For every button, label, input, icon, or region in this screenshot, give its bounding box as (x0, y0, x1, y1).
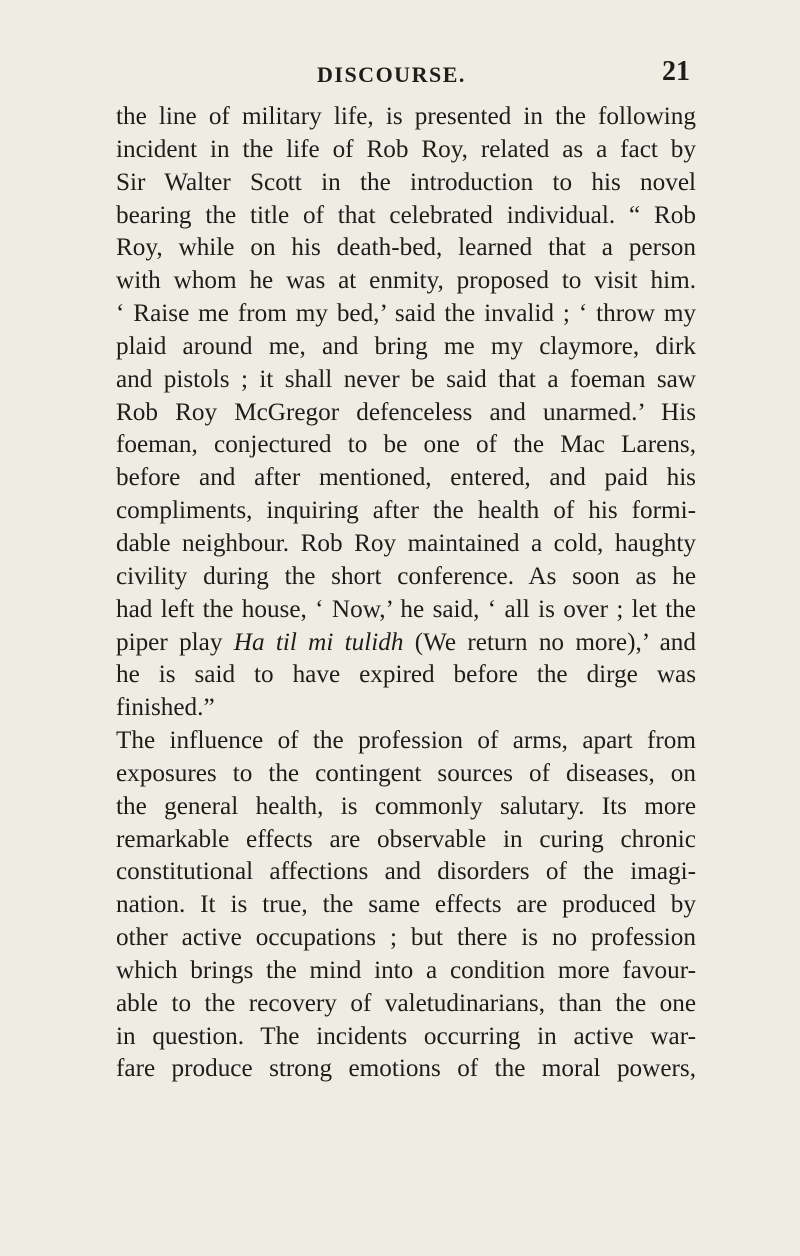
paragraph-end-line: finished.” (116, 694, 215, 722)
text-line: fare produce strong emotions of the moral powers, (116, 1055, 696, 1083)
gaelic-phrase: Ha til mi tulidh (233, 628, 404, 656)
body-text (116, 101, 696, 1086)
text-line: other active occupations ; but there is no profession (116, 924, 696, 952)
text-line: nation. It is true, the same effects are produced by (116, 891, 696, 919)
text-line: remarkable effects are observable in curing chronic (116, 825, 696, 853)
text-line: plaid around me, and bring me my claymore, dirk (116, 332, 696, 360)
text-line: had left the house, ‘ Now,’ he said, ‘ all is over ; let the (116, 595, 696, 623)
text-segment: piper play (116, 628, 234, 656)
running-title: DISCOURSE. (317, 62, 466, 87)
text-line: and pistols ; it shall never be said that a foeman saw (116, 365, 696, 393)
text-line: civility during the short conference. As soon as he (116, 562, 696, 590)
text-line: foeman, conjectured to be one of the Mac Larens, (116, 431, 696, 459)
text-line: the line of military life, is presented in the following (116, 103, 696, 130)
text-line: compliments, inquiring after the health of his formi- (116, 497, 696, 525)
text-line: in question. The incidents occurring in active war- (116, 1022, 696, 1050)
text-line: The influence of the profession of arms, apart from (116, 727, 696, 755)
text-line-with-italic (116, 627, 696, 660)
text-line: able to the recovery of valetudinarians, than the one (116, 989, 696, 1017)
text-line: before and after mentioned, entered, and paid his (116, 464, 696, 492)
text-line: Rob Roy McGregor defenceless and unarmed.’ His (116, 398, 696, 426)
text-line: Sir Walter Scott in the introduction to his novel (116, 168, 696, 196)
text-line: he is said to have expired before the dirge was (116, 661, 696, 689)
text-line: the general health, is commonly salutary. Its more (116, 792, 696, 820)
text-line: which brings the mind into a condition more favour- (116, 956, 696, 984)
text-line: with whom he was at enmity, proposed to visit him. (116, 267, 696, 295)
text-line: Roy, while on his death-bed, learned that a person (116, 234, 696, 262)
text-line: exposures to the contingent sources of diseases, on (116, 759, 696, 787)
text-line: incident in the life of Rob Roy, related as a fact by (116, 135, 696, 163)
text-line: constitutional affections and disorders of the imagi- (116, 858, 696, 886)
running-head (0, 56, 800, 92)
text-line: ‘ Raise me from my bed,’ said the invalid ; ‘ throw my (116, 300, 696, 328)
text-line: bearing the title of that celebrated individual. “ Rob (116, 201, 696, 229)
text-line: dable neighbour. Rob Roy maintained a cold, haughty (116, 529, 696, 557)
text-segment: (We return no more),’ and (403, 628, 696, 656)
page-number: 21 (662, 56, 690, 87)
